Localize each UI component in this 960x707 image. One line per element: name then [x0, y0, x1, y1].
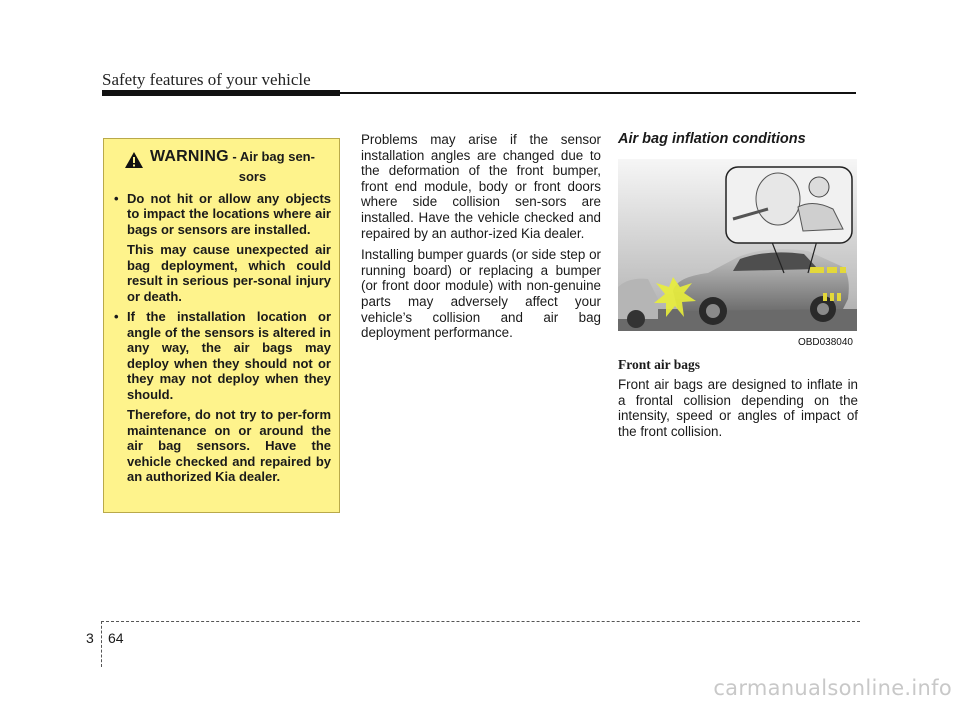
section-title: Air bag inflation conditions [618, 131, 806, 147]
page-header-title: Safety features of your vehicle [102, 70, 311, 89]
watermark: carmanualsonline.info [713, 676, 952, 700]
warning-subtitle: - Air bag sen- [232, 149, 315, 164]
car-collision-illustration [618, 159, 857, 349]
airbag-figure [618, 159, 857, 349]
warning-box [103, 138, 340, 513]
footer-rule [101, 621, 860, 622]
sub-title: Front air bags [618, 357, 701, 372]
paragraph: Front air bags are designed to inflate in a frontal collision depending on the intensity, speed or angles of impact of the front collision. [618, 377, 858, 439]
chapter-number: 3 [86, 630, 94, 646]
warning-subtitle-line2: sors [238, 169, 267, 184]
warning-item: • Do not hit or allow any objects to impact the locations where air bags or sensors are installed. [114, 190, 331, 237]
warning-triangle-icon [124, 151, 144, 169]
column-2-text [361, 132, 601, 347]
paragraph: Problems may arise if the sensor installation angles are changed due to the deformation of the front bumper, front end module, body or front doors where side collision sen-sors are installed. Have the vehicle checked and repaired by an author-ized Kia dealer. [361, 132, 601, 241]
warning-word: WARNING [150, 148, 229, 165]
figure-code: OBD038040 [797, 337, 853, 348]
warning-paragraph: Therefore, do not try to per-form maintenance on or around the air bag sensors. Have the vehicle checked and repaired by an authorized Kia dealer. [127, 407, 331, 484]
page-number: 64 [108, 630, 124, 646]
column-3-heading [618, 132, 858, 148]
warning-header [124, 149, 331, 169]
footer-vertical-rule [101, 621, 102, 667]
warning-item: • If the installation location or angle of the sensors is altered in any way, the air bags may deploy when they should not or they may not deploy when they should. [114, 309, 331, 402]
paragraph: Installing bumper guards (or side step or running board) or replacing a bumper (or front door module) with non-genuine parts may adversely affect your vehicle’s collision and air bag deployment performance. [361, 247, 601, 341]
warning-paragraph: This may cause unexpected air bag deployment, which could result in serious per-sonal injury or death. [127, 242, 331, 304]
header-rule [102, 92, 856, 94]
